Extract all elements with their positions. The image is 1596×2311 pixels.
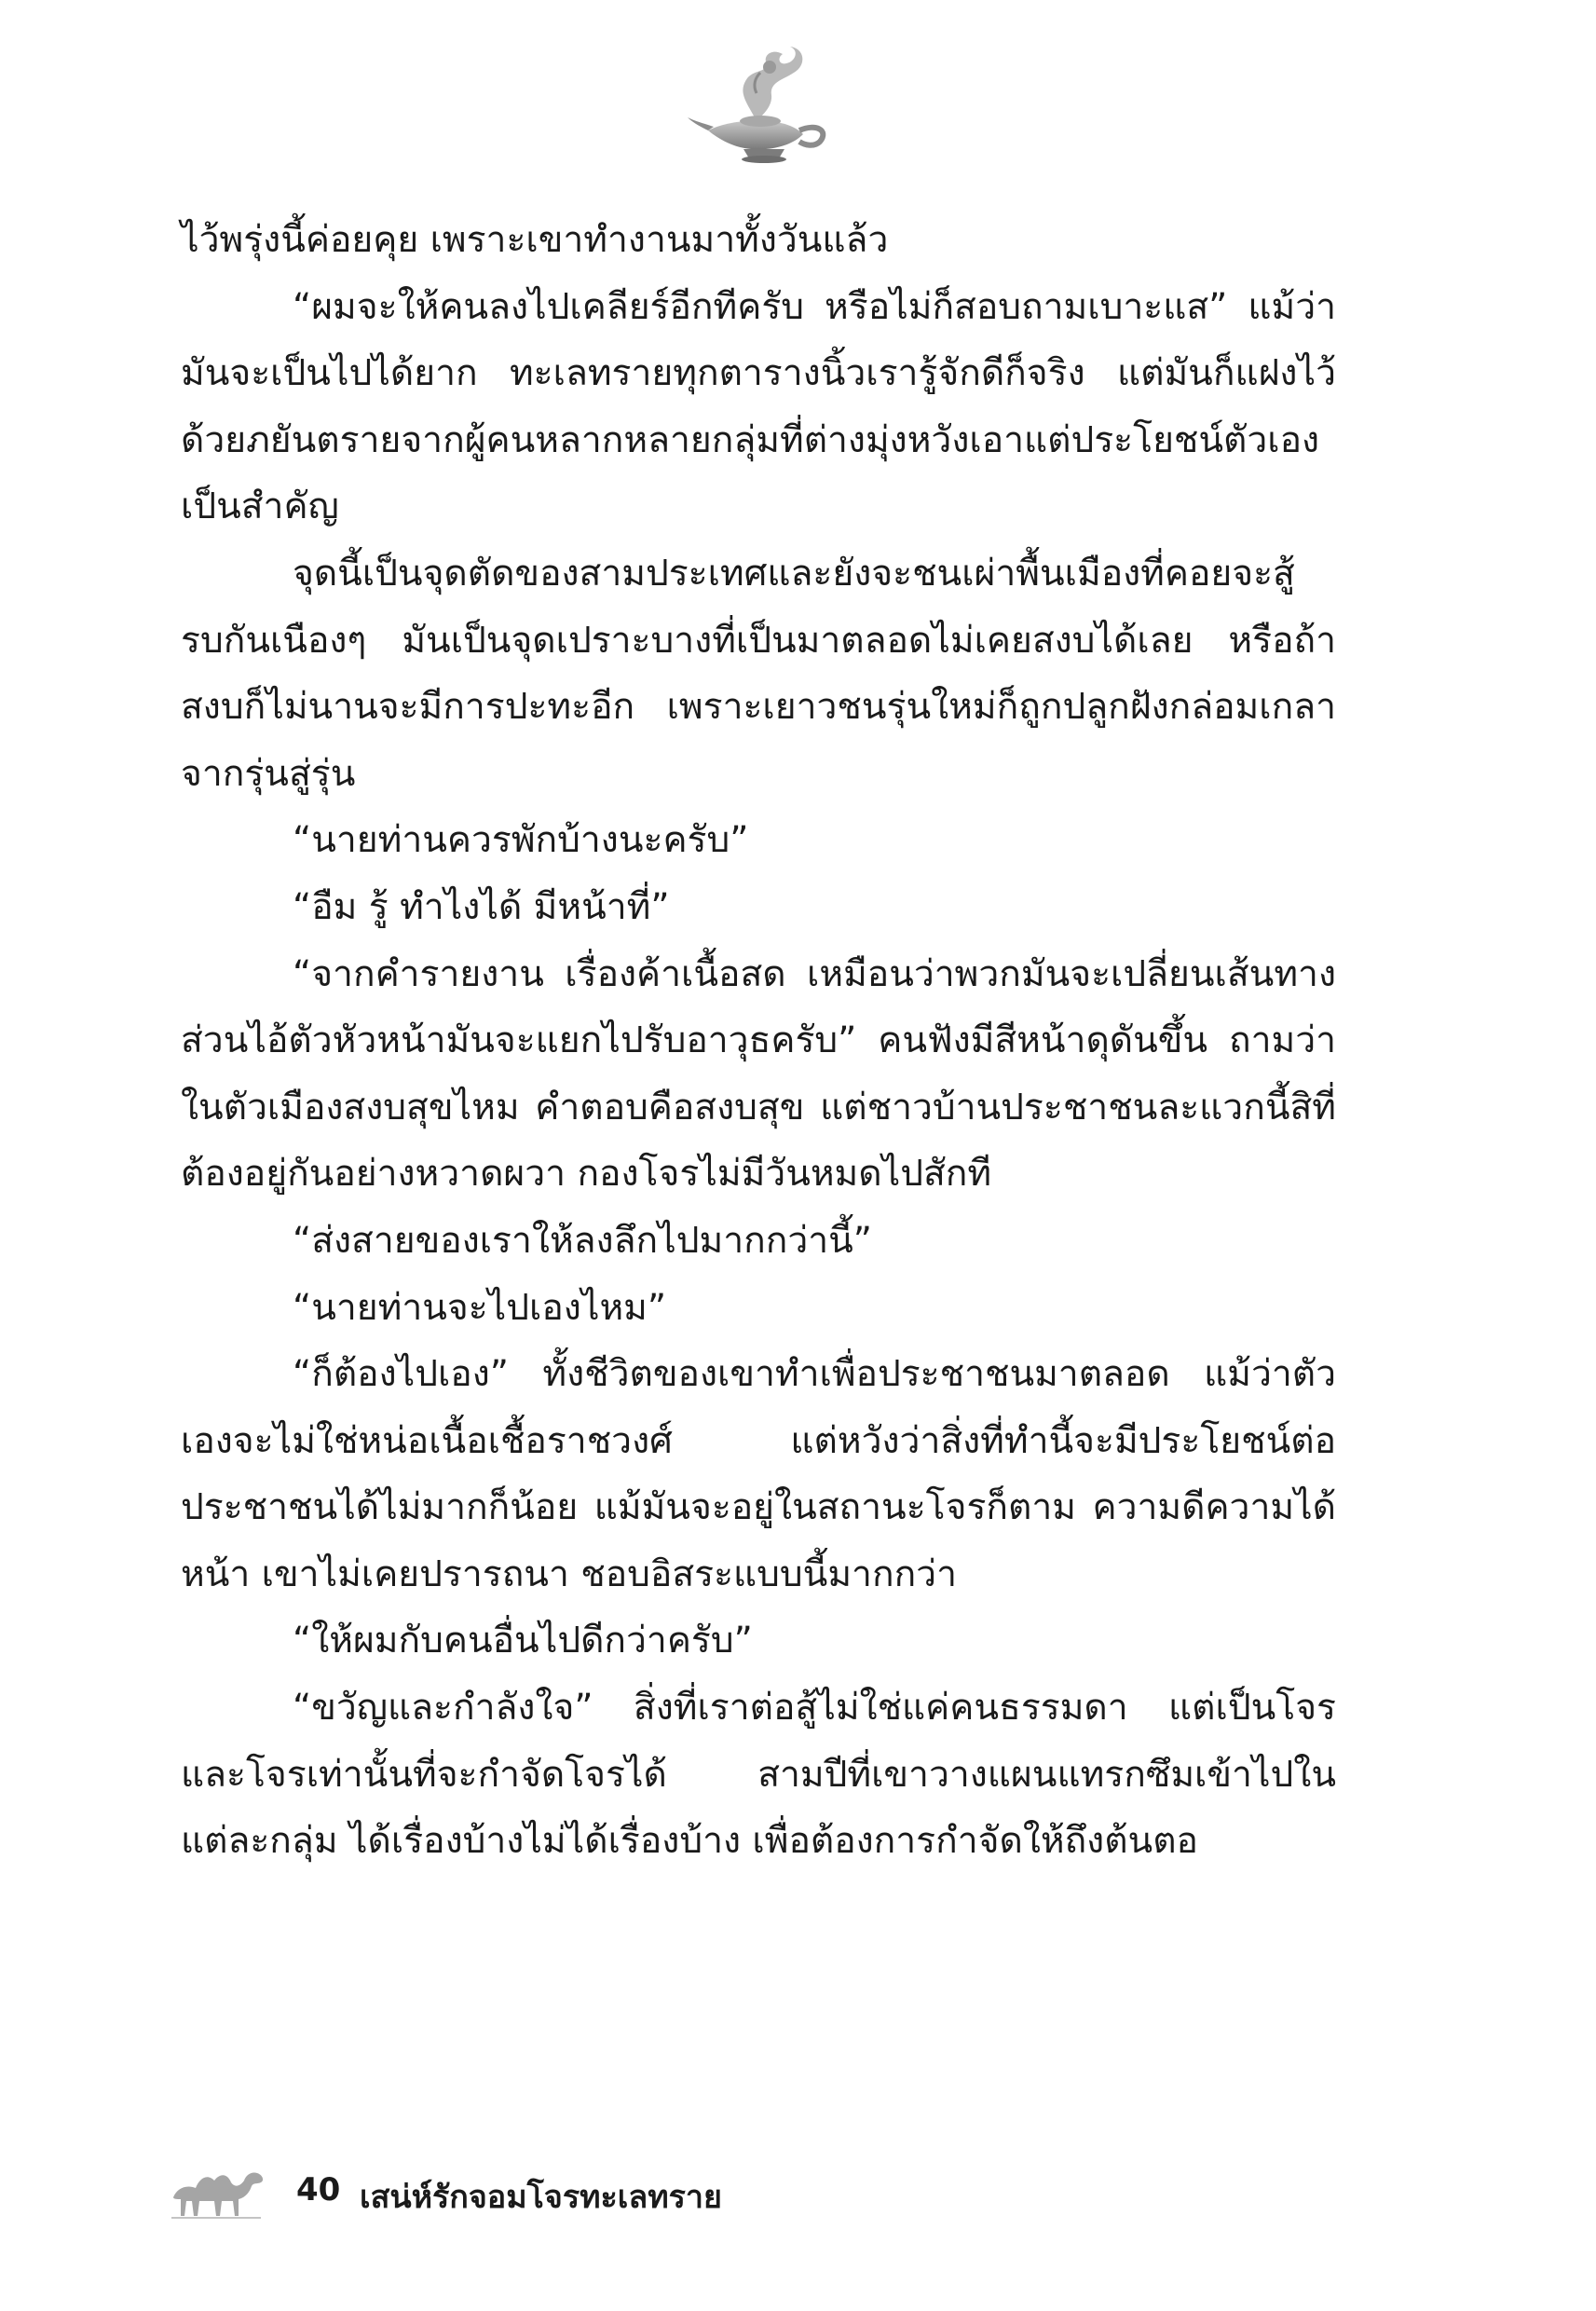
- paragraph: “อืม รู้ ทำไงได้ มีหน้าที่”: [293, 885, 670, 928]
- paragraph: “ให้ผมกับคนอื่นไปดีกว่าครับ”: [293, 1620, 753, 1662]
- paragraph: จุดนี้เป็นจุดตัดของสามประเทศและยังจะชนเผ่าพื้นเมืองที่คอยจะสู้รบกันเนืองๆ มันเป็นจุดเปราะบางที่เป็นมาตลอดไม่เคยสงบได้เลย หรือถ้าสงบก็ไม่นานจะมีการปะทะอีก เพราะเยาวชนรุ่นใหม่ก็ถูกปลูกฝังกล่อมเกลาจากรุ่นสู่รุ่น: [181, 552, 1336, 795]
- page-number: 40: [296, 2171, 341, 2208]
- paragraph: “ก็ต้องไปเอง” ทั้งชีวิตของเขาทำเพื่อประชาชนมาตลอด แม้ว่าตัวเองจะไม่ใช่หน่อเนื้อเชื้อราชวงศ์ แต่หวังว่าสิ่งที่ทำนี้จะมีประโยชน์ต่อประชาชนได้ไม่มากก็น้อย แม้มันจะอยู่ในสถานะโจรก็ตาม ความดีความได้หน้า เขาไม่เคยปรารถนา ชอบอิสระแบบนี้มากกว่า: [181, 1353, 1336, 1595]
- paragraph: “นายท่านจะไปเองไหม”: [293, 1286, 667, 1329]
- paragraph: “ขวัญและกำลังใจ” สิ่งที่เราต่อสู้ไม่ใช่แค่คนธรรมดา แต่เป็นโจรและโจรเท่านั้นที่จะกำจัดโจรได้ สามปีที่เขาวางแผนแทรกซึมเข้าไปในแต่ละกลุ่ม ได้เรื่องบ้างไม่ได้เรื่องบ้าง เพื่อต้องการกำจัดให้ถึงต้นตอ: [181, 1687, 1336, 1863]
- paragraph: “ส่งสายของเราให้ลงลึกไปมากกว่านี้”: [293, 1219, 872, 1262]
- genie-lamp-icon: [680, 45, 848, 166]
- paragraph: “จากคำรายงาน เรื่องค้าเนื้อสด เหมือนว่าพวกมันจะเปลี่ยนเส้นทาง ส่วนไอ้ตัวหัวหน้ามันจะแยกไปรับอาวุธครับ” คนฟังมีสีหน้าดุดันขึ้น ถามว่าในตัวเมืองสงบสุขไหม คำตอบคือสงบสุข แต่ชาวบ้านประชาชนละแวกนี้สิที่ต้องอยู่กันอย่างหวาดผวา กองโจรไม่มีวันหมดไปสักที: [181, 952, 1336, 1196]
- body-text: [181, 207, 1336, 1875]
- paragraph: “นายท่านควรพักบ้างนะครับ”: [293, 819, 749, 862]
- camel-icon: [168, 2160, 270, 2222]
- book-title: เสน่ห์รักจอมโจรทะเลทราย: [360, 2179, 722, 2216]
- page-footer: [168, 2160, 1006, 2225]
- paragraph: “ผมจะให้คนลงไปเคลียร์อีกทีครับ หรือไม่ก็สอบถามเบาะแส” แม้ว่ามันจะเป็นไปได้ยาก ทะเลทรายทุกตารางนิ้วเรารู้จักดีก็จริง แต่มันก็แฝงไว้ด้วยภยันตรายจากผู้คนหลากหลายกลุ่มที่ต่างมุ่งหวังเอาแต่ประโยชน์ตัวเองเป็นสำคัญ: [181, 285, 1336, 528]
- paragraph: ไว้พรุ่งนี้ค่อยคุย เพราะเขาทำงานมาทั้งวันแล้ว: [181, 219, 889, 261]
